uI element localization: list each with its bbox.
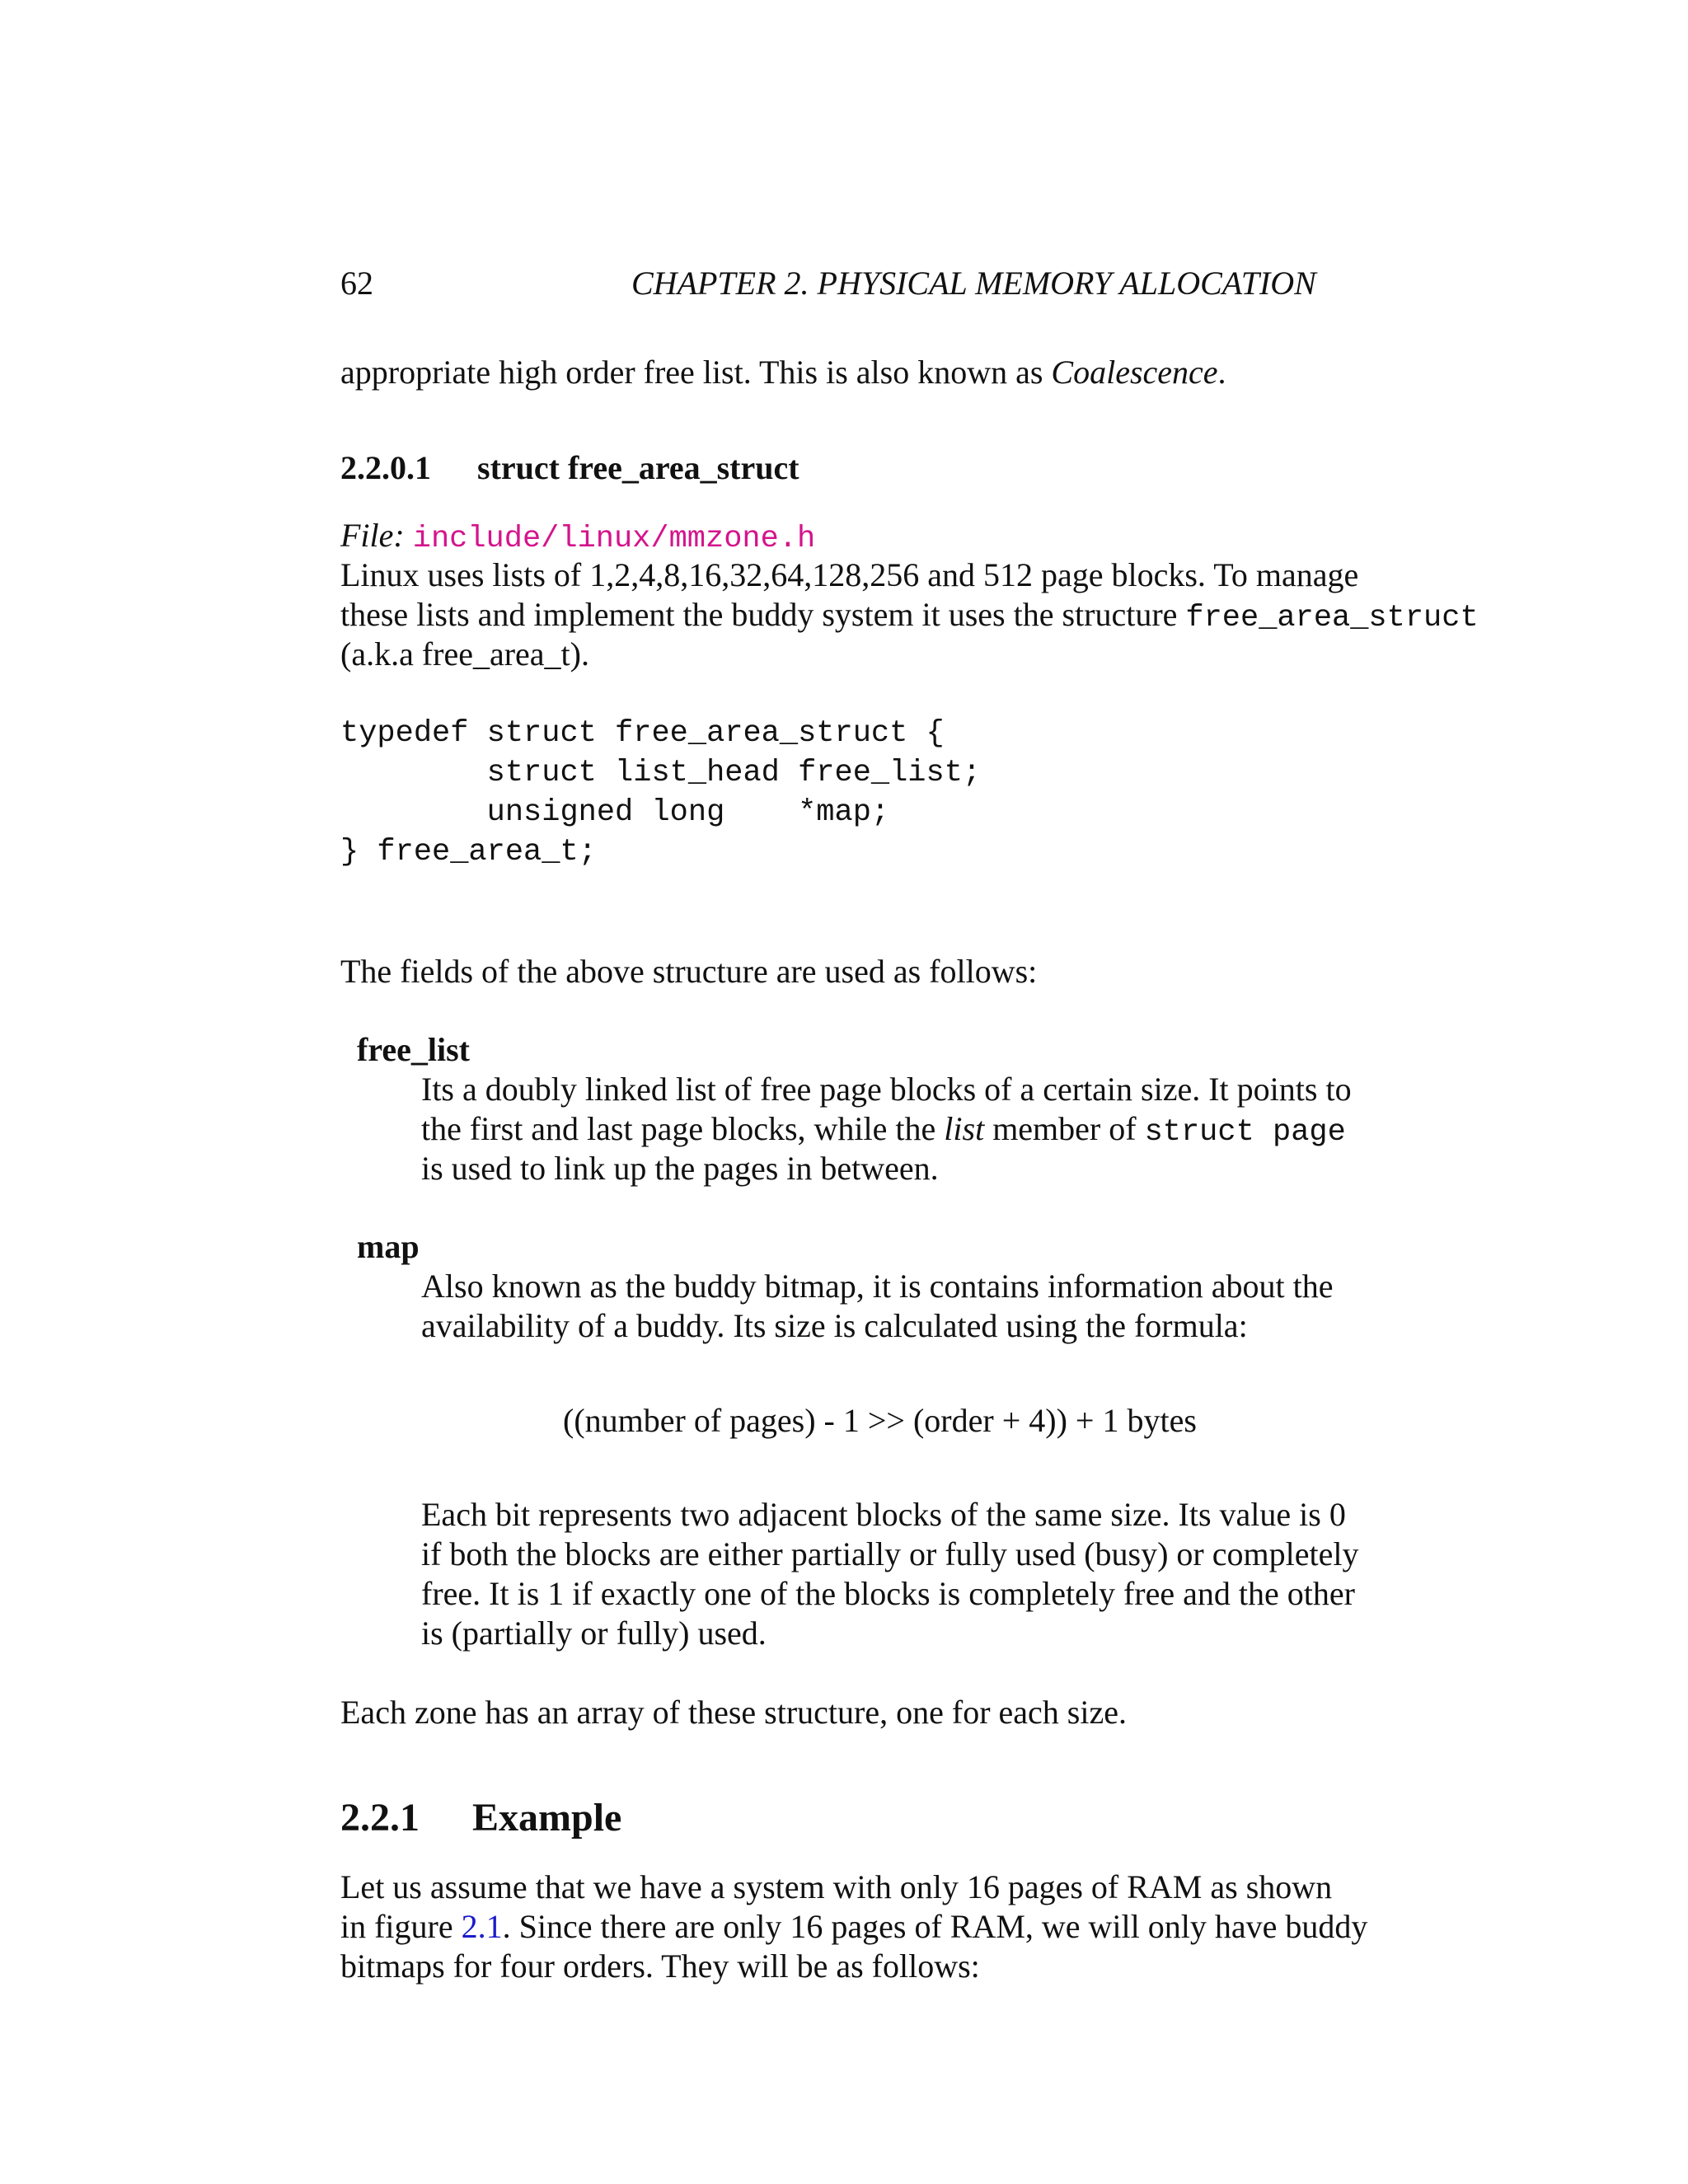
file-path-link[interactable]: include/linux/mmzone.h <box>412 522 816 556</box>
map-para-line-4: is (partially or fully) used. <box>421 1615 767 1652</box>
section-heading <box>340 1795 621 1841</box>
subsection-title: struct free_area_struct <box>477 449 799 486</box>
para-line-2-text: these lists and implement the buddy system it uses the structure <box>340 596 1178 633</box>
section-number: 2.2.1 <box>340 1796 420 1840</box>
file-line <box>340 516 815 559</box>
fields-intro: The fields of the above structure are used as follows: <box>340 953 1038 990</box>
para-line-2-code: free_area_struct <box>1185 601 1479 635</box>
free-list-line-2-code: struct page <box>1144 1115 1346 1150</box>
para-line-2 <box>340 595 1479 638</box>
coalescence-term: Coalescence <box>1051 354 1218 391</box>
example-line-1: Let us assume that we have a system with only 16 pages of RAM as shown <box>340 1868 1333 1905</box>
subsection-heading <box>340 448 799 488</box>
example-line-3: bitmaps for four orders. They will be as follows: <box>340 1947 980 1985</box>
example-line-2-a: in figure <box>340 1908 453 1945</box>
section-title: Example <box>472 1796 622 1840</box>
map-line-2: availability of a buddy. Its size is calculated using the formula: <box>421 1307 1248 1344</box>
map-para-line-2: if both the blocks are either partially or fully used (busy) or completely <box>421 1535 1359 1572</box>
subsection-number: 2.2.0.1 <box>340 449 431 486</box>
free-list-line-2-italic: list <box>944 1110 985 1147</box>
free-list-line-2-b: member of <box>992 1110 1137 1147</box>
file-label: File: <box>340 517 405 554</box>
bitmap-size-formula: ((number of pages) - 1 >> (order + 4)) + 1 bytes <box>563 1402 1197 1439</box>
example-line-2-b: . Since there are only 16 pages of RAM, we will only have buddy <box>502 1908 1368 1945</box>
code-line-4: } free_area_t; <box>340 835 597 869</box>
intro-line <box>340 353 1226 392</box>
para-line-1: Linux uses lists of 1,2,4,8,16,32,64,128,256 and 512 page blocks. To manage <box>340 556 1359 593</box>
example-line-2 <box>340 1907 1367 1947</box>
free-list-line-1: Its a doubly linked list of free page blocks of a certain size. It points to <box>421 1071 1352 1108</box>
figure-ref-link[interactable]: 2.1 <box>461 1908 503 1945</box>
intro-text: appropriate high order free list. This is also known as <box>340 354 1043 391</box>
free-list-line-2 <box>421 1109 1346 1152</box>
field-name-free-list: free_list <box>357 1031 470 1068</box>
page-number: 62 <box>340 265 373 302</box>
code-line-3: unsigned long *map; <box>340 795 890 830</box>
field-name-map: map <box>357 1228 420 1265</box>
free-list-line-2-a: the first and last page blocks, while the <box>421 1110 936 1147</box>
para-line-3: (a.k.a free_area_t). <box>340 635 589 673</box>
code-line-1: typedef struct free_area_struct { <box>340 716 945 751</box>
free-list-line-3: is used to link up the pages in between. <box>421 1150 939 1187</box>
map-para-line-1: Each bit represents two adjacent blocks of the same size. Its value is 0 <box>421 1496 1346 1533</box>
intro-end: . <box>1217 354 1226 391</box>
map-line-1: Also known as the buddy bitmap, it is contains information about the <box>421 1268 1334 1305</box>
map-para-line-3: free. It is 1 if exactly one of the blocks is completely free and the other <box>421 1575 1355 1612</box>
zone-note: Each zone has an array of these structure, one for each size. <box>340 1694 1127 1731</box>
code-line-2: struct list_head free_list; <box>340 756 982 790</box>
running-header: CHAPTER 2. PHYSICAL MEMORY ALLOCATION <box>631 265 1316 302</box>
